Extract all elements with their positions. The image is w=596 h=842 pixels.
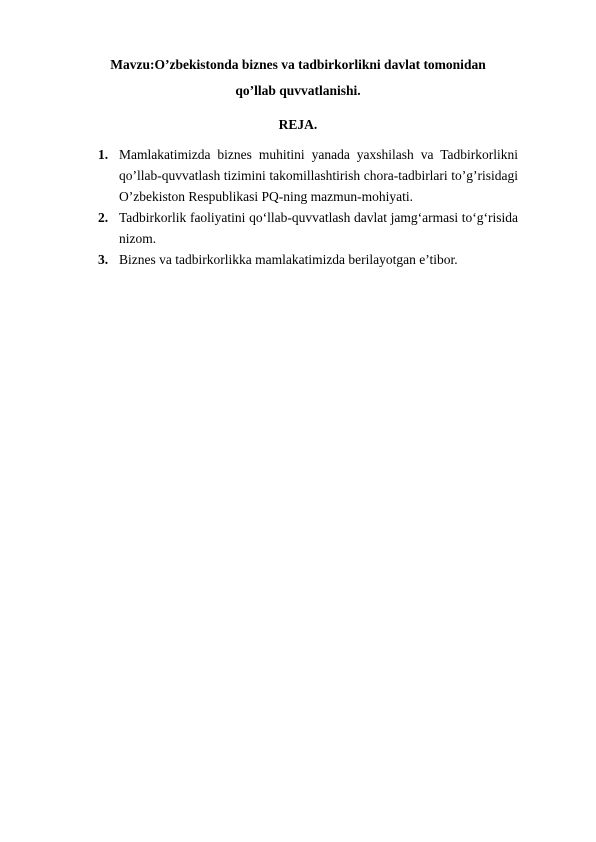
plan-item-text: Tadbirkorlik faoliyatini qo‘llab-quvvatlash davlat jamg‘armasi to‘g‘risida nizom. [119, 210, 518, 246]
plan-item [98, 207, 518, 249]
plan-item-number: 2. [98, 210, 109, 225]
plan-item-number: 1. [98, 147, 109, 162]
plan-item [98, 249, 518, 270]
plan-heading: REJA. [278, 117, 318, 132]
document-title: Mavzu:O’zbekistonda biznes va tadbirkorlikni davlat tomonidan qo’llab quvvatlanishi. [110, 57, 486, 98]
plan-list [98, 144, 518, 270]
plan-item-text: Mamlakatimizda biznes muhitini yanada yaxshilash va Tadbirkorlikni qo’llab-quvvatlash tizimini takomillashtirish chora-tadbirlari to’g’risidagi O’zbekiston Respublikasi PQ-ning mazmun-mohiyati. [119, 147, 518, 204]
plan-item-number: 3. [98, 252, 109, 267]
plan-item [98, 144, 518, 207]
plan-item-text: Biznes va tadbirkorlikka mamlakatimizda berilayotgan e’tibor. [119, 252, 458, 267]
